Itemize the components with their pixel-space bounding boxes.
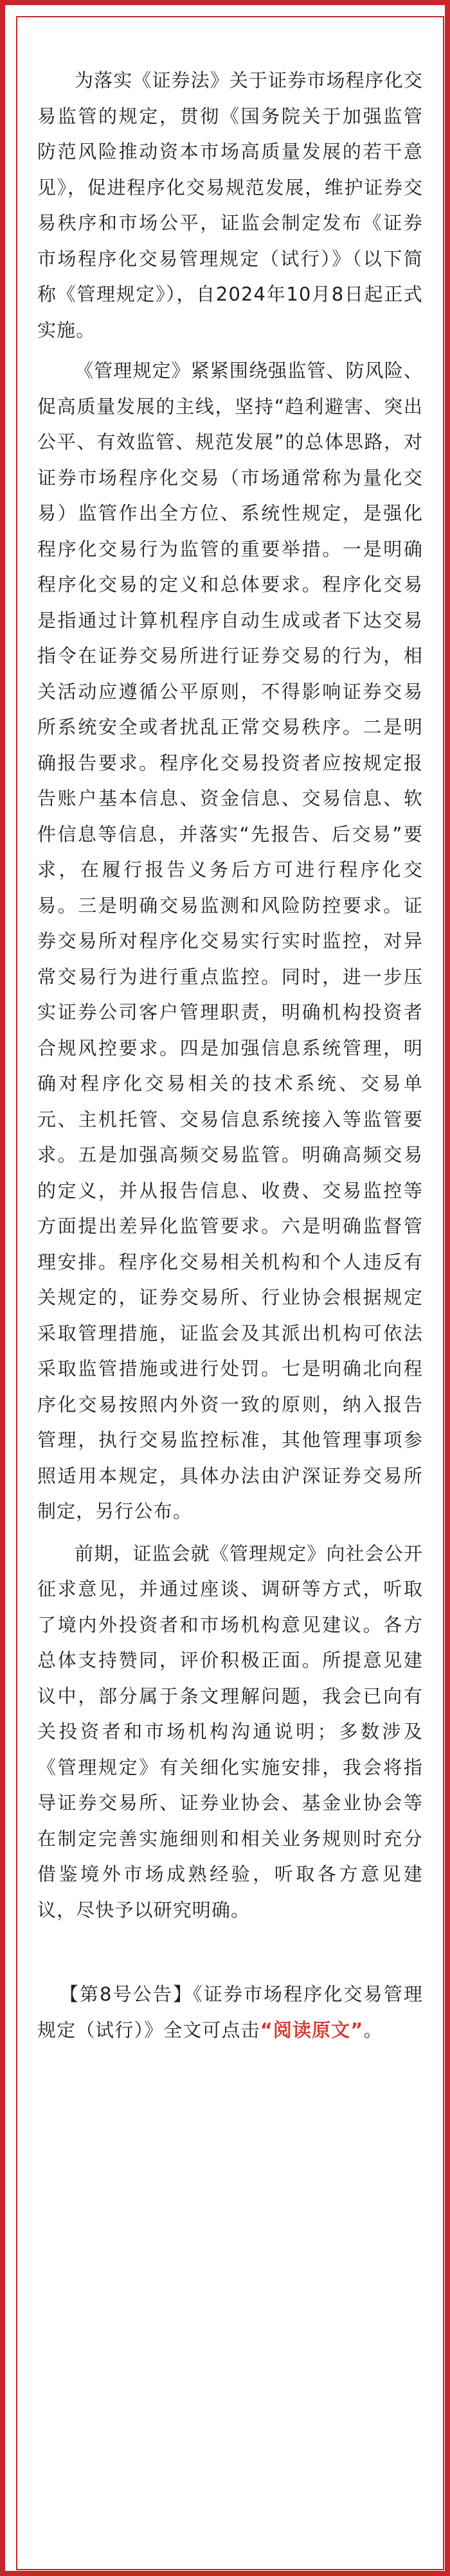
article-paragraph-3: 前期，证监会就《管理规定》向社会公开征求意见，并通过座谈、调研等方式，听取了境内外投资者和市场机构意见建议。各方总体支持赞同，评价积极正面。所提意见建议中，部分属于条文理解问题，我会已向有关投资者和市场机构沟通说明；多数涉及《管理规定》有关细化实施安排，我会将指导证券交易所、证券业协会、基金业协会等在制定完善实施细则和相关业务规则时充分借鉴境外市场成熟经验，听取各方意见建议，尽快予以研究明确。 [37,1542,423,1921]
article-paragraph-2: 《管理规定》紧紧围绕强监管、防风险、促高质量发展的主线，坚持“趋利避害、突出公平、有效监管、规范发展”的总体思路，对证券市场程序化交易（市场通常称为量化交易）监管作出全方位、系统性规定，是强化程序化交易行为监管的重要举措。一是明确程序化交易的定义和总体要求。程序化交易是指通过计算机程序自动生成或者下达交易指令在证券交易所进行证券交易的行为，相关活动应遵循公平原则，不得影响证券交易所系统安全或者扰乱正常交易秩序。二是明确报告要求。程序化交易投资者应按规定报告账户基本信息、资金信息、交易信息、软件信息等信息，并落实“先报告、后交易”要求，在履行报告义务后方可进行程序化交易。三是明确交易监测和风险防控要求。证券交易所对程序化交易实行实时监控，对异常交易行为进行重点监控。同时，进一步压实证券公司客户管理职责，明确机构投资者合规风控要求。四是加强信息系统管理，明确对程序化交易相关的技术系统、交易单元、主机托管、交易信息系统接入等监管要求。五是加强高频交易监管。明确高频交易的定义，并从报告信息、收费、交易监控等方面提出差异化监管要求。六是明确监督管理安排。程序化交易相关机构和个人违反有关规定的，证券交易所、行业协会根据规定采取管理措施，证监会及其派出机构可依法采取监管措施或进行处罚。七是明确北向程序化交易按照内外资一致的原则，纳入报告管理，执行交易监控标准，其他管理事项参照适用本规定，具体办法由沪深证券交易所制定，另行公布。 [37,360,423,1522]
announcement-footer [37,1977,423,2048]
announcement-footer-text: 【第8号公告】《证券市场程序化交易管理规定（试行）》全文可点击 [37,1983,423,2041]
bottom-spacer [37,2048,423,2063]
announcement-footer-suffix: 。 [363,2019,383,2041]
article-paragraph-1: 为落实《证券法》关于证券市场程序化交易监管的规定，贯彻《国务院关于加强监管防范风险推动资本市场高质量发展的若干意见》，促进程序化交易规范发展，维护证券交易秩序和市场公平，证监会制定发布《证券市场程序化交易管理规定（试行）》（以下简称《管理规定》），自2024年10月8日起正式实施。 [37,69,423,341]
article-content [37,63,423,2063]
read-original-link[interactable]: “阅读原文” [260,2019,364,2041]
